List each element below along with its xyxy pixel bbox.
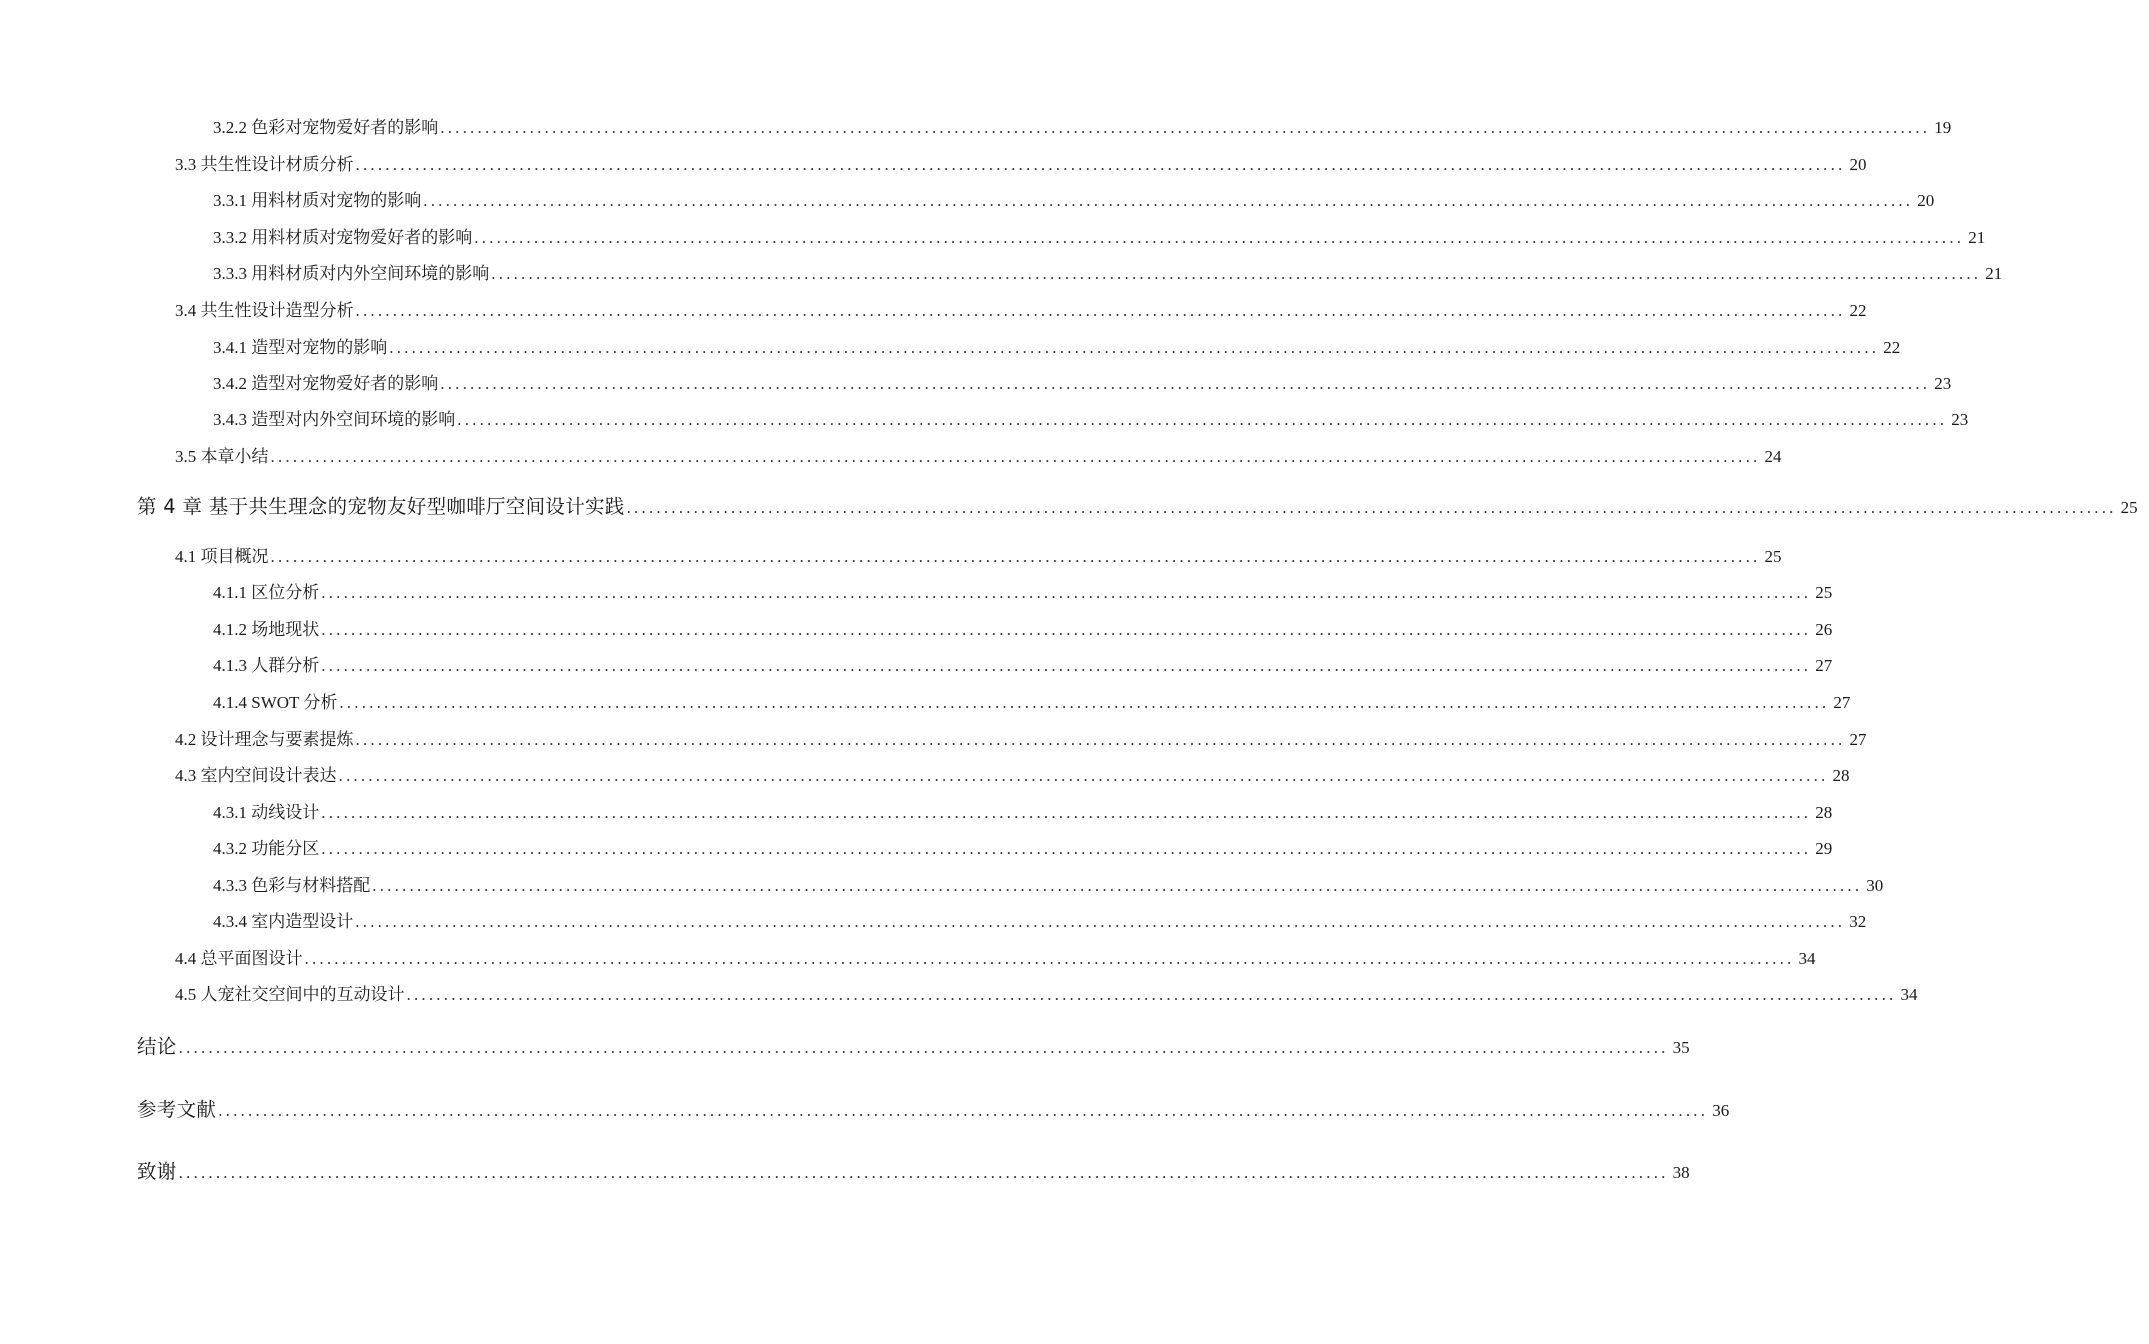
toc-entry-label: 3.4 共生性设计造型分析	[175, 301, 354, 320]
toc-leader-dots: ........................................................................................................................................................................................................	[355, 155, 1846, 174]
toc-entry-label: 3.3.1 用料材质对宠物的影响	[213, 191, 422, 210]
toc-leader-dots: ........................................................................................................................................................................................................	[491, 264, 1982, 283]
toc-entry-label: 致谢	[137, 1160, 177, 1183]
toc-entry[interactable]	[0, 369, 1952, 395]
toc-leader-dots: ........................................................................................................................................................................................................	[389, 338, 1880, 357]
toc-entry-label: 4.1.1 区位分析	[213, 583, 320, 602]
toc-entry[interactable]	[0, 761, 1850, 787]
toc-entry-label: 3.5 本章小结	[175, 447, 269, 466]
toc-entry-page-number: 20	[1917, 191, 1935, 210]
toc-entry-page-number: 25	[1764, 547, 1782, 566]
toc-leader-dots: ........................................................................................................................................................................................................	[355, 730, 1846, 749]
toc-entry-label: 4.3.1 动线设计	[213, 803, 320, 822]
toc-leader-dots: ........................................................................................................................................................................................................	[339, 693, 1830, 712]
toc-entry[interactable]	[0, 186, 1935, 212]
toc-entry[interactable]	[0, 1031, 1690, 1058]
toc-entry-page-number: 36	[1712, 1101, 1730, 1120]
toc-entry-page-number: 27	[1833, 693, 1851, 712]
toc-entry-label: 4.1.4 SWOT 分析	[213, 693, 338, 712]
toc-entry[interactable]	[0, 871, 1884, 897]
toc-entry-label: 3.4.1 造型对宠物的影响	[213, 338, 388, 357]
toc-entry-page-number: 25	[2120, 498, 2138, 517]
toc-entry-page-number: 26	[1815, 620, 1833, 639]
toc-entry[interactable]	[0, 907, 1867, 933]
toc-leader-dots: ........................................................................................................................................................................................................	[304, 949, 1795, 968]
toc-entry-page-number: 23	[1951, 410, 1969, 429]
toc-entry-page-number: 27	[1849, 730, 1867, 749]
toc-entry-page-number: 20	[1849, 155, 1867, 174]
toc-entry[interactable]	[0, 442, 1782, 468]
toc-entry-label: 3.3.3 用料材质对内外空间环境的影响	[213, 264, 490, 283]
toc-leader-dots: ........................................................................................................................................................................................................	[440, 374, 1931, 393]
toc-entry-label: 3.2.2 色彩对宠物爱好者的影响	[213, 118, 439, 137]
toc-leader-dots: ........................................................................................................................................................................................................	[626, 498, 2117, 517]
toc-entry-label: 3.3 共生性设计材质分析	[175, 155, 354, 174]
toc-entry-page-number: 38	[1672, 1163, 1690, 1182]
toc-entry[interactable]	[0, 259, 2003, 285]
toc-entry[interactable]	[0, 296, 1867, 322]
toc-entry-label: 4.3.3 色彩与材料搭配	[213, 876, 371, 895]
toc-leader-dots: ........................................................................................................................................................................................................	[178, 1163, 1669, 1182]
toc-leader-dots: ........................................................................................................................................................................................................	[440, 118, 1931, 137]
toc-leader-dots: ........................................................................................................................................................................................................	[457, 410, 1948, 429]
toc-leader-dots: ........................................................................................................................................................................................................	[270, 547, 1761, 566]
toc-entry[interactable]	[0, 333, 1901, 359]
toc-entry[interactable]	[0, 223, 1986, 249]
toc-entry-label: 参考文献	[137, 1098, 217, 1121]
toc-leader-dots: ........................................................................................................................................................................................................	[406, 985, 1897, 1004]
toc-entry-label: 结论	[137, 1035, 177, 1058]
toc-entry-label: 4.4 总平面图设计	[175, 949, 303, 968]
toc-entry-label: 3.3.2 用料材质对宠物爱好者的影响	[213, 228, 473, 247]
toc-entry-page-number: 19	[1934, 118, 1952, 137]
toc-entry[interactable]	[0, 578, 1833, 604]
toc-entry-label: 4.2 设计理念与要素提炼	[175, 730, 354, 749]
toc-leader-dots: ........................................................................................................................................................................................................	[355, 301, 1846, 320]
toc-entry-label: 4.1.3 人群分析	[213, 656, 320, 675]
toc-entry[interactable]	[0, 1094, 1730, 1121]
toc-entry[interactable]	[0, 150, 1867, 176]
toc-leader-dots: ........................................................................................................................................................................................................	[218, 1101, 1709, 1120]
toc-entry[interactable]	[0, 113, 1952, 139]
toc-entry-page-number: 28	[1832, 766, 1850, 785]
toc-leader-dots: ........................................................................................................................................................................................................	[474, 228, 1965, 247]
toc-entry-page-number: 34	[1798, 949, 1816, 968]
toc-entry[interactable]	[0, 1156, 1690, 1183]
toc-entry-label: 4.3.2 功能分区	[213, 839, 320, 858]
toc-entry[interactable]	[0, 944, 1816, 970]
toc-entry[interactable]	[0, 980, 1918, 1006]
toc-entry-label: 第 4 章 基于共生理念的宠物友好型咖啡厅空间设计实践	[137, 495, 625, 518]
toc-entry-page-number: 30	[1866, 876, 1884, 895]
toc-entry[interactable]	[0, 834, 1833, 860]
toc-entry[interactable]	[0, 542, 1782, 568]
toc-entry-label: 3.4.3 造型对内外空间环境的影响	[213, 410, 456, 429]
toc-leader-dots: ........................................................................................................................................................................................................	[423, 191, 1914, 210]
toc-leader-dots: ........................................................................................................................................................................................................	[321, 656, 1812, 675]
toc-entry-page-number: 21	[1985, 264, 2003, 283]
toc-leader-dots: ........................................................................................................................................................................................................	[372, 876, 1863, 895]
toc-entry-page-number: 23	[1934, 374, 1952, 393]
toc-entry-page-number: 27	[1815, 656, 1833, 675]
toc-leader-dots: ........................................................................................................................................................................................................	[178, 1038, 1669, 1057]
toc-entry-label: 4.1.2 场地现状	[213, 620, 320, 639]
toc-entry-label: 4.3.4 室内造型设计	[213, 912, 354, 931]
toc-leader-dots: ........................................................................................................................................................................................................	[270, 447, 1761, 466]
toc-entry[interactable]	[0, 615, 1833, 641]
toc-entry-page-number: 25	[1815, 583, 1833, 602]
toc-entry-page-number: 34	[1900, 985, 1918, 1004]
toc-entry[interactable]	[0, 798, 1833, 824]
toc-entry-page-number: 24	[1764, 447, 1782, 466]
toc-leader-dots: ........................................................................................................................................................................................................	[338, 766, 1829, 785]
toc-entry-page-number: 32	[1849, 912, 1867, 931]
toc-entry[interactable]	[0, 725, 1867, 751]
toc-entry-page-number: 35	[1672, 1038, 1690, 1057]
toc-entry-label: 4.3 室内空间设计表达	[175, 766, 337, 785]
toc-leader-dots: ........................................................................................................................................................................................................	[355, 912, 1846, 931]
toc-leader-dots: ........................................................................................................................................................................................................	[321, 583, 1812, 602]
toc-entry-page-number: 29	[1815, 839, 1833, 858]
toc-entry[interactable]	[0, 491, 2138, 518]
toc-entry-page-number: 22	[1883, 338, 1901, 357]
toc-entry[interactable]	[0, 651, 1833, 677]
toc-leader-dots: ........................................................................................................................................................................................................	[321, 620, 1812, 639]
toc-leader-dots: ........................................................................................................................................................................................................	[321, 803, 1812, 822]
toc-entry-label: 3.4.2 造型对宠物爱好者的影响	[213, 374, 439, 393]
toc-entry[interactable]	[0, 688, 1851, 714]
toc-entry-page-number: 21	[1968, 228, 1986, 247]
toc-entry[interactable]	[0, 405, 1969, 431]
toc-entry-label: 4.1 项目概况	[175, 547, 269, 566]
toc-entry-page-number: 22	[1849, 301, 1867, 320]
toc-entry-page-number: 28	[1815, 803, 1833, 822]
toc-entry-label: 4.5 人宠社交空间中的互动设计	[175, 985, 405, 1004]
toc-leader-dots: ........................................................................................................................................................................................................	[321, 839, 1812, 858]
